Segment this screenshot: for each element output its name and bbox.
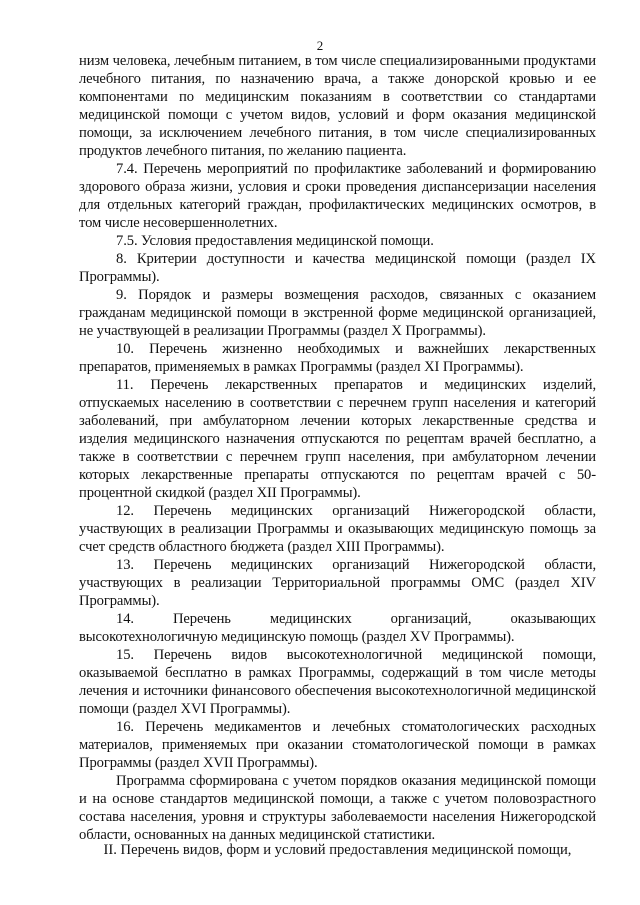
paragraph-14: 14. Перечень медицинских организаций, оказывающих высокотехнологичную медицинскую помощь (раздел XV Программы). bbox=[79, 611, 596, 645]
paragraph-8: 8. Критерии доступности и качества медицинской помощи (раздел IX Программы). bbox=[79, 251, 596, 285]
paragraph-program-summary: Программа сформирована с учетом порядков оказания медицинской помощи и на основе стандартов медицинской помощи, а также с учетом половозрастного состава населения, уровня и структуры заболеваемости населения Нижегородской области, основанных на данных медицинской статистики. bbox=[79, 773, 596, 843]
paragraph-7-4: 7.4. Перечень мероприятий по профилактике заболеваний и формированию здорового образа жизни, условия и сроки проведения диспансеризации населения для отдельных категорий граждан, профилактических медицинских осмотров, в том числе несовершеннолетних. bbox=[79, 161, 596, 231]
section-heading: II. Перечень видов, форм и условий предоставления медицинской помощи, bbox=[103, 842, 572, 858]
paragraph-12: 12. Перечень медицинских организаций Нижегородской области, участвующих в реализации Программы и оказывающих медицинскую помощь за счет средств областного бюджета (раздел XIII Программы). bbox=[79, 503, 596, 555]
paragraph-16: 16. Перечень медикаментов и лечебных стоматологических расходных материалов, применяемых при оказании стоматологической помощи в рамках Программы (раздел XVII Программы). bbox=[79, 719, 596, 771]
body-text bbox=[79, 52, 596, 844]
paragraph-13: 13. Перечень медицинских организаций Нижегородской области, участвующих в реализации Территориальной программы ОМС (раздел XIV Программы). bbox=[79, 557, 596, 609]
paragraph-7-5: 7.5. Условия предоставления медицинской помощи. bbox=[116, 233, 434, 249]
paragraph-11: 11. Перечень лекарственных препаратов и медицинских изделий, отпускаемых населению в соответствии с перечнем групп населения и категорий заболеваний, при амбулаторном лечении которых лекарственные средства и изделия медицинского назначения отпускаются по рецептам врачей бесплатно, а также в соответствии с перечнем групп населения, при амбулаторном лечении которых лекарственные препараты отпускаются по рецептам врачей с 50-процентной скидкой (раздел XII Программы). bbox=[79, 377, 596, 501]
paragraph-9: 9. Порядок и размеры возмещения расходов, связанных с оказанием гражданам медицинской помощи в экстренной форме медицинской организацией, не участвующей в реализации Программы (раздел X Программы). bbox=[79, 287, 596, 339]
paragraph-10: 10. Перечень жизненно необходимых и важнейших лекарственных препаратов, применяемых в рамках Программы (раздел XI Программы). bbox=[79, 341, 596, 375]
paragraph-15: 15. Перечень видов высокотехнологичной медицинской помощи, оказываемой бесплатно в рамках Программы, содержащий в том числе методы лечения и источники финансового обеспечения высокотехнологичной медицинской помощи (раздел XVI Программы). bbox=[79, 647, 596, 717]
paragraph-continuation: низм человека, лечебным питанием, в том числе специализированными продуктами лечебного питания, по назначению врача, а также донорской кровью и ее компонентами по медицинским показаниям в соответствии со стандартами медицинской помощи с учетом видов, условий и форм оказания медицинской помощи, за исключением лечебного питания, в том числе специализированных продуктов лечебного питания, по желанию пациента. bbox=[79, 53, 596, 159]
page-number: 2 bbox=[316, 38, 324, 53]
